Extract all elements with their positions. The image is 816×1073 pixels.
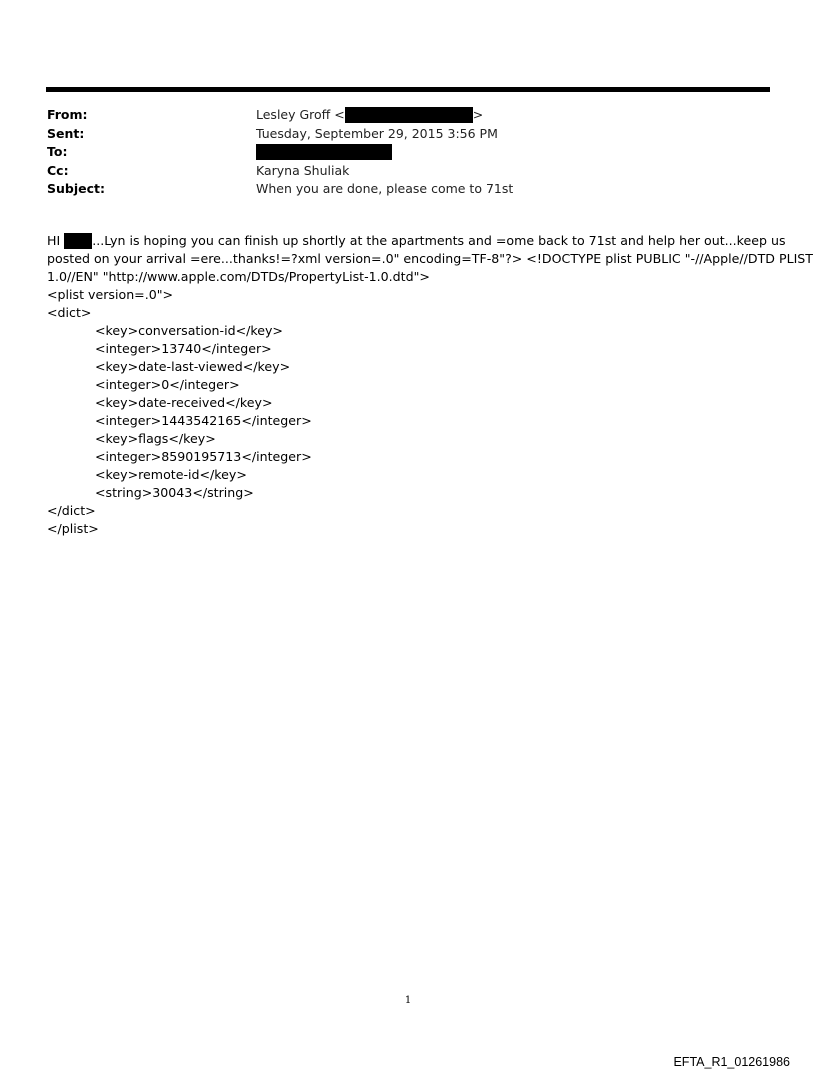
dict-line: <key>date-received</key> <box>95 395 273 410</box>
dict-line: <integer>13740</integer> <box>95 341 272 356</box>
dict-line: <key>flags</key> <box>95 431 216 446</box>
dict-line: <key>date-last-viewed</key> <box>95 359 291 374</box>
dict-line: <integer>1443542165</integer> <box>95 413 312 428</box>
subject-label: Subject: <box>47 181 105 196</box>
dict-line: <string>30043</string> <box>95 485 254 500</box>
page-number: 1 <box>404 995 412 1006</box>
from-name: Lesley Groff < <box>256 107 345 122</box>
redacted-email <box>345 107 473 123</box>
to-label: To: <box>47 144 68 159</box>
closing-line: </plist> <box>47 521 99 536</box>
from-close-bracket: > <box>472 107 484 122</box>
body-line: <plist version=.0"> <box>47 287 174 302</box>
greeting: HI <box>47 233 65 248</box>
redacted-name <box>64 233 92 249</box>
sent-row <box>47 125 767 144</box>
header-divider <box>46 87 770 92</box>
dict-line: <key>conversation-id</key> <box>95 323 283 338</box>
subject-row <box>47 180 767 199</box>
to-row <box>47 143 767 162</box>
closing-line: </dict> <box>47 503 96 518</box>
cc-value: Karyna Shuliak <box>256 162 350 178</box>
dict-line: <integer>0</integer> <box>95 377 240 392</box>
document-id: EFTA_R1_01261986 <box>673 1055 790 1069</box>
dict-line: <integer>8590195713</integer> <box>95 449 312 464</box>
email-body <box>47 232 813 538</box>
body-line-greeting <box>47 232 786 250</box>
from-label: From: <box>47 107 88 122</box>
body-line: <dict> <box>47 305 92 320</box>
from-value <box>256 106 483 125</box>
sent-value: Tuesday, September 29, 2015 3:56 PM <box>256 125 498 141</box>
message-text: ...Lyn is hoping you can finish up shortly at the apartments and =ome back to 71st and help her out...keep us <box>92 233 786 248</box>
dict-line: <key>remote-id</key> <box>95 467 247 482</box>
sent-label: Sent: <box>47 125 85 141</box>
body-line: 1.0//EN" "http://www.apple.com/DTDs/PropertyList-1.0.dtd"> <box>47 269 430 284</box>
cc-label: Cc: <box>47 162 69 178</box>
subject-value: When you are done, please come to 71st <box>256 181 514 196</box>
redacted-recipient <box>256 144 392 160</box>
cc-row <box>47 162 767 181</box>
to-value <box>256 143 392 162</box>
from-row <box>47 106 767 125</box>
email-header <box>47 106 767 199</box>
body-line: posted on your arrival =ere...thanks!=?xml version=.0" encoding=TF-8"?> <!DOCTYPE plist PUBLIC "-//Apple//DTD PLIST <box>47 251 813 266</box>
